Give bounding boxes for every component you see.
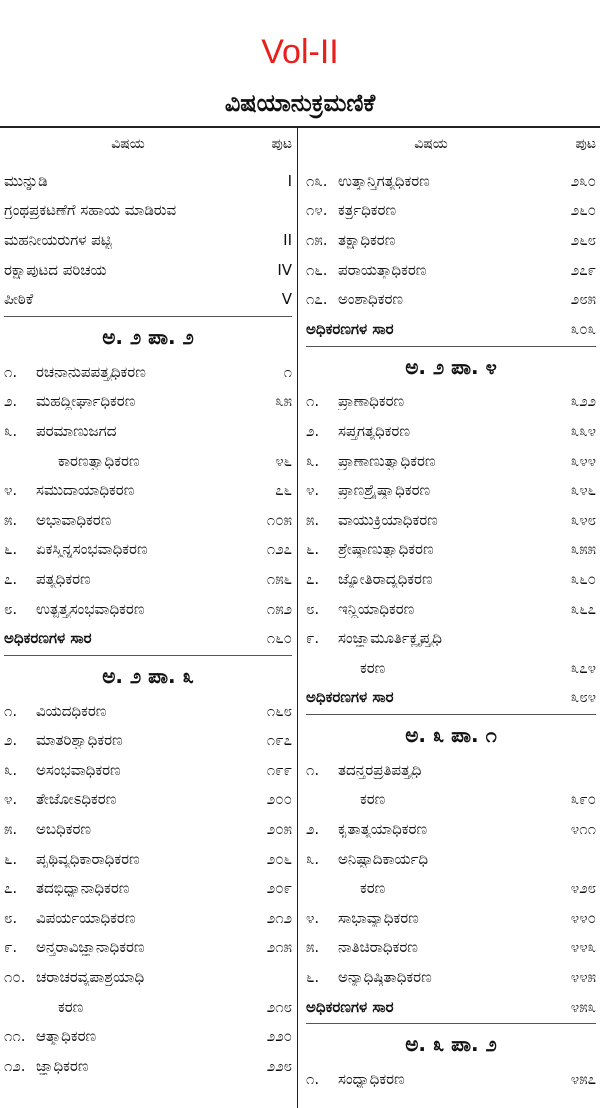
entry-subject: ಕರಣ [360,790,386,809]
section-list [306,166,596,314]
toc-row [306,505,596,535]
entry-number: ೬. [4,849,18,868]
toc-row [4,696,292,726]
toc-row [306,416,596,446]
entry-number: ೮. [4,908,18,927]
section-heading: ಅ. ೩ ಪಾ. ೧ [306,714,596,755]
toc-row [4,726,292,756]
entry-page: ೩೫ [275,392,292,411]
entry-subject: ಮುನ್ನುಡಿ [4,171,48,190]
entry-number: ೬. [4,540,18,559]
entry-number: ೧೭. [306,290,328,309]
entry-subject: ಪೀಠಿಕೆ [4,290,34,309]
entry-subject: ಸಮುದಾಯಾಧಿಕರಣ [36,481,135,500]
section-list [4,696,292,1081]
section-list [306,1064,596,1094]
entry-page: ೩೬೭ [570,599,596,618]
entry-subject: ಸಂಜ್ಞಾಮೂರ್ತಿಕ್ಲೃಪ್ತ್ಯಧಿ [338,629,442,648]
entry-page: ೨೦೦ [266,790,292,809]
entry-page: ೪೧೧ [570,820,596,839]
entry-subject: ವಿಯದಧಿಕರಣ [36,701,107,720]
entry-subject: ವಿಪರ್ಯಯಾಧಿಕರಣ [36,908,136,927]
entry-subject: ಜ್ಞಾಧಿಕರಣ [36,1056,89,1075]
entry-page: ೩೪೬ [570,481,596,500]
entry-page: ೪೫೭ [570,1070,596,1089]
toc-row [306,1064,596,1094]
entry-page: ೧೯೯ [266,760,292,779]
entry-page: ೨೦೯ [266,879,292,898]
entry-number: ೧೨. [4,1056,26,1075]
summary-row [306,992,596,1022]
entry-number: ೨. [4,731,18,750]
toc-row [306,196,596,226]
entry-page: ೩೫೫ [570,540,596,559]
left-column-header [4,136,292,166]
entry-subject: ವಾಯುಕ್ರಿಯಾಧಿಕರಣ [338,510,438,529]
toc-row [4,992,292,1022]
toc-row [306,755,596,785]
toc-row [306,387,596,417]
toc-row [4,564,292,594]
entry-number: ೧೪. [306,201,328,220]
entry-page: ೩೯೦ [570,790,596,809]
page-heading: ಪುಟ [271,136,292,152]
subject-heading: ವಿಷಯ [414,136,448,152]
page-heading: ಪುಟ [575,136,596,152]
entry-number: ೪. [306,908,320,927]
summary-row [4,623,292,653]
toc-row [306,284,596,314]
entry-page: IV [277,260,292,279]
intro-list [4,166,292,314]
entry-subject: ಅನಿಷ್ಟಾದಿಕಾರ್ಯಧಿ [338,849,429,868]
entry-number: ೧೧. [4,1027,26,1046]
toc-row [306,903,596,933]
entry-number: ೩. [4,421,18,440]
entry-page: ೨೬೦ [570,201,596,220]
entry-subject: ಶ್ರೇಷ್ಠಾಣುತ್ವಾಧಿಕರಣ [338,540,434,559]
entry-page: ೨೮೫ [570,290,596,309]
toc-row [306,962,596,992]
entry-subject: ರಕ್ಷಾಪುಟದ ಪರಿಚಯ [4,260,107,279]
entry-page: ೨೧೨ [266,908,292,927]
entry-subject: ಪೃಥಿವ್ಯಧಿಕಾರಾಧಿಕರಣ [36,849,140,868]
toc-row [4,446,292,476]
toc-row [4,933,292,963]
entry-page: ೭೬ [275,481,292,500]
entry-subject: ಸಪ್ತಗತ್ಯಧಿಕರಣ [338,421,411,440]
toc-row [306,653,596,683]
entry-subject: ಕಾರಣತ್ವಾಧಿಕರಣ [58,451,140,470]
entry-page: ೧ [283,362,292,381]
entry-number: ೫. [4,820,18,839]
toc-row [306,475,596,505]
entry-number: ೩. [4,760,18,779]
entry-number: ೧. [4,701,18,720]
entry-number: ೫. [306,938,320,957]
entry-number: ೪. [4,790,18,809]
entry-subject: ನಾತಿಚಿರಾಧಿಕರಣ [338,938,418,957]
entry-number: ೯. [4,938,18,957]
entry-subject: ಪತ್ಯಧಿಕರಣ [36,569,91,588]
entry-subject: ಪರಾಯತ್ತಾಧಿಕರಣ [338,260,427,279]
entry-number: ೨. [306,820,320,839]
toc-row [306,623,596,653]
summary-row [306,683,596,713]
entry-number: ೬. [306,540,320,559]
entry-page: ೪೪೫ [570,968,596,987]
entry-number: ೧. [306,392,320,411]
entry-subject: ತೇಜೋಽಧಿಕರಣ [36,790,117,809]
section-list [306,755,596,992]
entry-number: ೨. [306,421,320,440]
section-heading: ಅ. ೨ ಪಾ. ೩ [4,655,292,696]
entry-page: ೨೭೯ [570,260,596,279]
entry-page: ೨೦೫ [266,820,292,839]
right-column-header [306,136,596,166]
summary-subject: ಅಧಿಕರಣಗಳ ಸಾರ [306,688,394,707]
toc-row [306,535,596,565]
section-list [4,357,292,623]
entry-number: ೭. [4,569,18,588]
entry-page: ೩೪೮ [570,510,596,529]
entry-page: ೧೫೬ [266,569,292,588]
toc-row [306,564,596,594]
entry-subject: ಉತ್ಕ್ರಾನ್ತಿಗತ್ಯಧಿಕರಣ [338,171,430,190]
volume-label: Vol-II [261,33,339,71]
entry-subject: ತದಭಿಧ್ಯಾನಾಧಿಕರಣ [36,879,130,898]
entry-subject: ಉತ್ಪತ್ತ್ಯಸಂಭವಾಧಿಕರಣ [36,599,145,618]
entry-page: ೧೫೨ [266,599,292,618]
entry-page: ೧೬೮ [266,701,292,720]
summary-row [306,314,596,344]
entry-subject: ಆತ್ಮಾಧಿಕರಣ [36,1027,97,1046]
entry-page: I [287,171,292,190]
entry-page: ೧೦೫ [266,510,292,529]
entry-subject: ಸಾಭಾವ್ಯಾಧಿಕರಣ [338,908,419,927]
summary-page: ೪೫೩ [570,997,596,1016]
entry-page: ೩೪೪ [570,451,596,470]
toc-row [4,357,292,387]
entry-page: ೧೨೭ [266,540,292,559]
entry-number: ೭. [4,879,18,898]
toc-row [4,873,292,903]
toc-row [306,814,596,844]
entry-number: ೫. [4,510,18,529]
toc-row [306,594,596,624]
top-rule [0,126,600,128]
toc-row [4,844,292,874]
entry-subject: ಪ್ರಾಣಾಧಿಕರಣ [338,392,405,411]
entry-number: ೧. [4,362,18,381]
entry-number: ೭. [306,569,320,588]
entry-page: ೨೨೮ [266,1056,292,1075]
entry-number: ೩. [306,849,320,868]
summary-subject: ಅಧಿಕರಣಗಳ ಸಾರ [306,319,394,338]
entry-subject: ಪ್ರಾಣಶ್ರೈಷ್ಠ್ಯಾಧಿಕರಣ [338,481,431,500]
entry-page: ೩೬೦ [570,569,596,588]
entry-page: ೪೪೩ [570,938,596,957]
entry-subject: ಸಂಧ್ಯಾಧಿಕರಣ [338,1070,405,1089]
entry-number: ೧೫. [306,230,328,249]
toc-row [4,594,292,624]
entry-subject: ಅಸಂಭವಾಧಿಕರಣ [36,760,121,779]
entry-number: ೧೦. [4,968,26,987]
entry-number: ೧. [306,1070,320,1089]
entry-subject: ಪರಮಾಣುಜಗದ [36,421,117,440]
toc-row [4,387,292,417]
toc-row [4,416,292,446]
entry-page: ೩೩೪ [570,421,596,440]
entry-subject: ತಕ್ಷಾಧಿಕರಣ [338,230,396,249]
toc-row [4,535,292,565]
section-heading: ಅ. ೨ ಪಾ. ೪ [306,346,596,387]
toc-row [4,814,292,844]
entry-page: ೪೬ [275,451,292,470]
entry-page: ೨೧೫ [266,938,292,957]
entry-number: ೧. [306,760,320,779]
section-heading: ಅ. ೩ ಪಾ. ೨ [306,1023,596,1064]
entry-page: ೪೪೦ [570,908,596,927]
entry-subject: ಕರಣ [360,879,386,898]
toc-row [4,903,292,933]
section-list [306,387,596,683]
entry-number: ೯. [306,629,320,648]
toc-row [4,225,292,255]
entry-subject: ಕರಣ [360,658,386,677]
entry-subject: ಕರ್ತ್ರಧಿಕರಣ [338,201,397,220]
section-heading: ಅ. ೨ ಪಾ. ೨ [4,316,292,357]
left-column [4,136,292,1081]
entry-number: ೨. [4,392,18,411]
entry-subject: ಅನ್ತರಾವಿಜ್ಞಾನಾಧಿಕರಣ [36,938,145,957]
entry-number: ೮. [4,599,18,618]
entry-page: ೩೭೪ [570,658,596,677]
entry-subject: ಗ್ರಂಥಪ್ರಕಟಣೆಗೆ ಸಹಾಯ ಮಾಡಿರುವ [4,201,177,220]
entry-page: ೨೨೦ [266,1027,292,1046]
entry-number: ೧೩. [306,171,328,190]
entry-number: ೪. [306,481,320,500]
toc-row [306,166,596,196]
entry-page: ೪೨೮ [570,879,596,898]
summary-page: ೩೦೩ [570,319,596,338]
toc-row [4,284,292,314]
toc-row [306,933,596,963]
toc-row [306,225,596,255]
entry-subject: ರಚನಾನುಪಪತ್ತ್ಯಧಿಕರಣ [36,362,146,381]
entry-page: ೨೦೬ [266,849,292,868]
entry-number: ೧೬. [306,260,328,279]
entry-subject: ಅಭಾವಾಧಿಕರಣ [36,510,112,529]
toc-row [4,962,292,992]
entry-subject: ಮಹದ್ದೀರ್ಘಾಧಿಕರಣ [36,392,136,411]
toc-row [4,785,292,815]
toc-row [306,446,596,476]
summary-subject: ಅಧಿಕರಣಗಳ ಸಾರ [4,629,92,648]
toc-row [4,166,292,196]
entry-subject: ತದನ್ತರಪ್ರತಿಪತ್ತ್ಯಧಿ [338,760,422,779]
toc-row [306,785,596,815]
subject-heading: ವಿಷಯ [111,136,145,152]
entry-page: ೨೩೦ [570,171,596,190]
entry-subject: ಕೃತಾತ್ಯಯಾಧಿಕರಣ [338,820,428,839]
entry-page: ೨೧೮ [266,997,292,1016]
toc-row [4,755,292,785]
entry-page: ೨೬೮ [570,230,596,249]
entry-number: ೮. [306,599,320,618]
entry-number: ೩. [306,451,320,470]
right-column [306,136,596,1094]
entry-subject: ಅಬಧಿಕರಣ [36,820,92,839]
entry-subject: ಪ್ರಾಣಾಣುತ್ವಾಧಿಕರಣ [338,451,436,470]
toc-row [306,844,596,874]
entry-subject: ಅನ್ಯಾಧಿಷ್ಠಿತಾಧಿಕರಣ [338,968,432,987]
entry-subject: ಏಕಸ್ಮಿನ್ನಸಂಭವಾಧಿಕರಣ [36,540,148,559]
toc-row [4,1051,292,1081]
toc-row [4,255,292,285]
entry-page: ೩೨೨ [570,392,596,411]
entry-number: ೬. [306,968,320,987]
toc-row [4,475,292,505]
toc-row [306,255,596,285]
toc-row [4,1021,292,1051]
entry-subject: ಕರಣ [58,997,84,1016]
entry-subject: ಚರಾಚರವ್ಯಪಾಶ್ರಯಾಧಿ [36,968,145,987]
entry-number: ೫. [306,510,320,529]
entry-subject: ಮಹನೀಯರುಗಳ ಪಟ್ಟಿ [4,230,112,249]
summary-page: ೧೬೦ [266,629,292,648]
entry-page: II [283,230,292,249]
toc-row [306,873,596,903]
summary-subject: ಅಧಿಕರಣಗಳ ಸಾರ [306,997,394,1016]
page-title: ವಿಷಯಾನುಕ್ರಮಣಿಕೆ [224,89,376,117]
entry-subject: ಅಂಶಾಧಿಕರಣ [338,290,404,309]
entry-page: V [281,290,292,309]
summary-page: ೩೮೪ [570,688,596,707]
entry-page: ೧೯೭ [266,731,292,750]
entry-subject: ಮಾತರಿಶ್ವಾಧಿಕರಣ [36,731,123,750]
column-divider [297,127,298,1108]
toc-row [4,505,292,535]
toc-row [4,196,292,226]
entry-subject: ಜ್ಯೋತಿರಾದ್ಯಧಿಕರಣ [338,569,433,588]
entry-subject: ಇನ್ದ್ರಿಯಾಧಿಕರಣ [338,599,415,618]
entry-number: ೪. [4,481,18,500]
